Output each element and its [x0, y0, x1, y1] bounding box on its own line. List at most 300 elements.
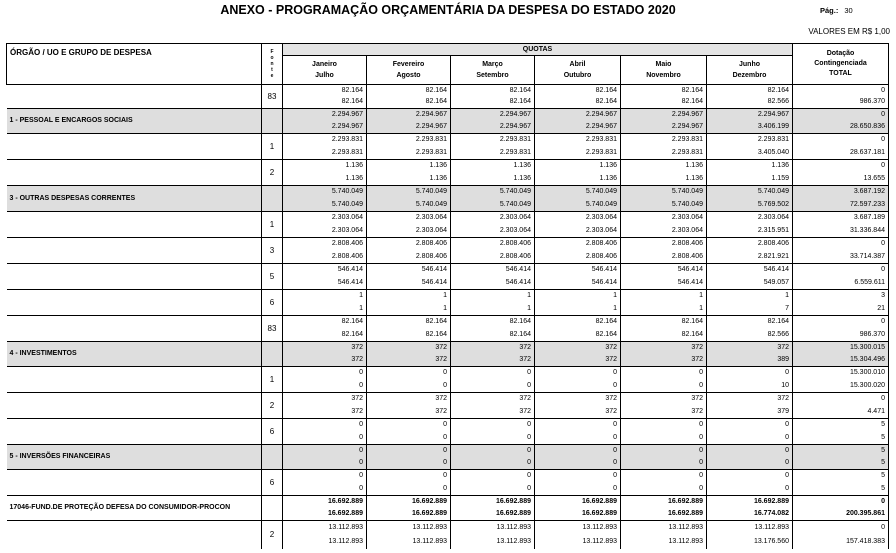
value-cell: 0 [535, 457, 621, 470]
value-cell: 389 [707, 354, 793, 367]
budget-table [6, 43, 889, 549]
page-number: 30 [844, 6, 853, 15]
table-row [7, 393, 889, 406]
value-cell: 1 [535, 290, 621, 303]
value-cell: 82.164 [451, 316, 535, 329]
value-cell: 0 [283, 419, 367, 432]
value-cell: 372 [535, 354, 621, 367]
value-cell: 0 [283, 367, 367, 380]
value-cell: 2.808.406 [367, 251, 451, 264]
value-cell: 82.164 [707, 316, 793, 329]
fonte-cell: 5 [262, 264, 283, 290]
value-cell: 372 [621, 342, 707, 354]
value-cell: 13.112.893 [367, 535, 451, 549]
value-cell: 2.294.967 [535, 109, 621, 121]
value-cell: 0 [707, 367, 793, 380]
fonte-cell: 1 [262, 134, 283, 160]
value-cell: 0 [621, 470, 707, 483]
value-cell: 82.164 [367, 85, 451, 97]
total-cell: 33.714.387 [793, 251, 889, 264]
total-cell: 5 [793, 445, 889, 457]
value-cell: 16.692.889 [283, 496, 367, 508]
total-cell: 4.471 [793, 406, 889, 419]
table-row [7, 445, 889, 457]
value-cell: 1.136 [451, 173, 535, 186]
value-cell: 2.303.064 [367, 212, 451, 225]
row-label: 5 - INVERSÕES FINANCEIRAS [7, 445, 262, 470]
fonte-cell: 6 [262, 290, 283, 316]
row-label [7, 470, 262, 496]
value-cell: 82.164 [283, 329, 367, 342]
value-cell: 546.414 [535, 264, 621, 277]
value-cell: 1 [367, 290, 451, 303]
value-cell: 16.692.889 [451, 508, 535, 521]
value-cell: 2.294.967 [283, 109, 367, 121]
value-cell: 2.303.064 [621, 212, 707, 225]
table-row [7, 496, 889, 508]
value-cell: 13.112.893 [535, 521, 621, 535]
value-cell: 82.566 [707, 97, 793, 109]
table-row [7, 264, 889, 277]
row-label [7, 290, 262, 316]
value-cell: 2.294.967 [707, 109, 793, 121]
total-cell: 0 [793, 393, 889, 406]
value-cell: 5.740.049 [621, 186, 707, 199]
value-cell: 2.294.967 [283, 121, 367, 134]
value-cell: 82.164 [621, 316, 707, 329]
total-cell: 15.300.010 [793, 367, 889, 380]
row-label: 4 - INVESTIMENTOS [7, 342, 262, 367]
value-cell: 13.176.560 [707, 535, 793, 549]
month-top-label: Janeiro [312, 61, 337, 68]
value-cell: 1.136 [367, 160, 451, 173]
month-bottom-label: Agosto [396, 72, 421, 79]
value-cell: 13.112.893 [621, 521, 707, 535]
value-cell: 5.740.049 [621, 199, 707, 212]
month-header [535, 56, 621, 85]
value-cell: 13.112.893 [451, 535, 535, 549]
total-cell: 986.370 [793, 97, 889, 109]
value-cell: 82.164 [367, 316, 451, 329]
value-cell: 1 [621, 303, 707, 316]
table-row [7, 316, 889, 329]
total-label: TOTAL [829, 70, 852, 77]
month-header [283, 56, 367, 85]
total-cell: 986.370 [793, 329, 889, 342]
value-cell: 2.294.967 [535, 121, 621, 134]
total-cell: 5 [793, 457, 889, 470]
value-cell: 372 [451, 393, 535, 406]
value-cell: 372 [707, 342, 793, 354]
value-cell: 0 [367, 457, 451, 470]
value-cell: 82.164 [283, 97, 367, 109]
row-label [7, 160, 262, 186]
row-label [7, 521, 262, 549]
total-cell: 200.395.861 [793, 508, 889, 521]
value-cell: 546.414 [451, 277, 535, 290]
value-cell: 0 [535, 419, 621, 432]
table-row [7, 238, 889, 251]
value-cell: 0 [283, 380, 367, 393]
row-label: 1 - PESSOAL E ENCARGOS SOCIAIS [7, 109, 262, 134]
value-cell: 0 [707, 419, 793, 432]
value-cell: 2.303.064 [283, 212, 367, 225]
value-cell: 372 [283, 393, 367, 406]
value-cell: 2.294.967 [367, 121, 451, 134]
value-cell: 1 [283, 303, 367, 316]
row-label [7, 264, 262, 290]
total-cell: 0 [793, 316, 889, 329]
value-cell: 16.774.082 [707, 508, 793, 521]
value-cell: 1 [707, 290, 793, 303]
value-cell: 2.293.831 [283, 147, 367, 160]
total-cell: 0 [793, 521, 889, 535]
total-cell: 5 [793, 432, 889, 445]
value-cell: 2.808.406 [367, 238, 451, 251]
value-cell: 546.414 [283, 264, 367, 277]
value-cell: 82.164 [451, 97, 535, 109]
value-cell: 2.808.406 [451, 238, 535, 251]
value-cell: 0 [367, 380, 451, 393]
fonte-cell [262, 496, 283, 521]
table-row [7, 134, 889, 147]
fonte-cell: 2 [262, 521, 283, 549]
row-label [7, 238, 262, 264]
value-cell: 0 [621, 457, 707, 470]
value-cell: 2.293.831 [451, 147, 535, 160]
value-cell: 0 [707, 432, 793, 445]
value-cell: 372 [535, 393, 621, 406]
value-cell: 2.303.064 [621, 225, 707, 238]
header-orgao: ÓRGÃO / UO E GRUPO DE DESPESA [7, 44, 262, 85]
value-cell: 0 [283, 457, 367, 470]
value-cell: 82.164 [535, 97, 621, 109]
value-cell: 0 [707, 470, 793, 483]
value-cell: 0 [707, 445, 793, 457]
value-cell: 7 [707, 303, 793, 316]
value-cell: 2.303.064 [367, 225, 451, 238]
row-label [7, 134, 262, 160]
total-cell: 15.300.015 [793, 342, 889, 354]
value-cell: 546.414 [535, 277, 621, 290]
value-cell: 16.692.889 [621, 508, 707, 521]
dotacao-label: Dotação Contingenciada [814, 50, 867, 67]
total-cell: 15.300.020 [793, 380, 889, 393]
value-cell: 2.293.831 [621, 147, 707, 160]
total-cell: 31.336.844 [793, 225, 889, 238]
value-cell: 82.164 [451, 85, 535, 97]
value-cell: 1 [621, 290, 707, 303]
value-cell: 0 [367, 483, 451, 496]
month-bottom-label: Novembro [646, 72, 681, 79]
total-cell: 6.559.611 [793, 277, 889, 290]
value-cell: 0 [451, 419, 535, 432]
value-cell: 16.692.889 [451, 496, 535, 508]
value-cell: 0 [535, 432, 621, 445]
value-cell: 5.740.049 [283, 199, 367, 212]
table-row [7, 521, 889, 535]
row-label [7, 393, 262, 419]
value-cell: 13.112.893 [283, 535, 367, 549]
month-bottom-label: Setembro [476, 72, 509, 79]
table-row [7, 419, 889, 432]
value-cell: 372 [451, 354, 535, 367]
value-cell: 13.112.893 [707, 521, 793, 535]
fonte-cell: 83 [262, 85, 283, 109]
value-cell: 5.740.049 [451, 199, 535, 212]
value-cell: 372 [621, 406, 707, 419]
total-cell: 5 [793, 483, 889, 496]
value-cell: 13.112.893 [621, 535, 707, 549]
month-header [451, 56, 535, 85]
value-cell: 0 [451, 457, 535, 470]
month-top-label: Fevereiro [392, 61, 425, 68]
value-cell: 13.112.893 [451, 521, 535, 535]
value-cell: 2.808.406 [535, 238, 621, 251]
value-cell: 2.303.064 [283, 225, 367, 238]
month-top-label: Abril [569, 61, 586, 68]
value-cell: 0 [283, 445, 367, 457]
fonte-cell: 2 [262, 160, 283, 186]
value-cell: 0 [621, 483, 707, 496]
value-cell: 0 [535, 380, 621, 393]
value-cell: 546.414 [707, 264, 793, 277]
value-cell: 82.566 [707, 329, 793, 342]
value-cell: 0 [535, 367, 621, 380]
page-label: Pág.: [820, 6, 839, 15]
value-cell: 372 [535, 342, 621, 354]
value-cell: 3.405.040 [707, 147, 793, 160]
header-quotas: QUOTAS [283, 44, 793, 56]
value-cell: 1.136 [535, 160, 621, 173]
table-row [7, 290, 889, 303]
fonte-cell: 83 [262, 316, 283, 342]
value-cell: 16.692.889 [283, 508, 367, 521]
total-cell: 13.655 [793, 173, 889, 186]
value-cell: 0 [621, 445, 707, 457]
value-cell: 2.821.921 [707, 251, 793, 264]
month-top-label: Maio [655, 61, 672, 68]
value-cell: 546.414 [451, 264, 535, 277]
value-cell: 82.164 [707, 85, 793, 97]
value-cell: 0 [367, 419, 451, 432]
value-cell: 372 [283, 342, 367, 354]
value-cell: 0 [283, 470, 367, 483]
value-cell: 0 [621, 367, 707, 380]
month-bottom-label: Julho [315, 72, 334, 79]
value-cell: 372 [367, 406, 451, 419]
fonte-cell: 6 [262, 470, 283, 496]
value-cell: 82.164 [283, 85, 367, 97]
value-cell: 2.293.831 [621, 134, 707, 147]
value-cell: 372 [367, 354, 451, 367]
value-cell: 5.740.049 [367, 199, 451, 212]
value-cell: 2.294.967 [621, 121, 707, 134]
month-header [707, 56, 793, 85]
total-cell: 0 [793, 496, 889, 508]
value-cell: 82.164 [535, 316, 621, 329]
value-cell: 82.164 [283, 316, 367, 329]
total-cell: 3.687.192 [793, 186, 889, 199]
value-cell: 0 [535, 470, 621, 483]
row-label [7, 85, 262, 109]
value-cell: 0 [451, 483, 535, 496]
value-cell: 0 [451, 380, 535, 393]
value-cell: 82.164 [535, 85, 621, 97]
value-cell: 0 [451, 470, 535, 483]
value-cell: 82.164 [621, 97, 707, 109]
total-cell: 3 [793, 290, 889, 303]
fonte-cell: 6 [262, 419, 283, 445]
table-row [7, 470, 889, 483]
value-cell: 2.303.064 [451, 225, 535, 238]
value-cell: 2.303.064 [535, 212, 621, 225]
total-cell: 15.304.496 [793, 354, 889, 367]
value-cell: 5.740.049 [535, 186, 621, 199]
value-cell: 16.692.889 [367, 508, 451, 521]
value-cell: 5.740.049 [707, 186, 793, 199]
value-cell: 0 [451, 367, 535, 380]
total-cell: 5 [793, 419, 889, 432]
value-cell: 546.414 [283, 277, 367, 290]
value-cell: 2.293.831 [707, 134, 793, 147]
value-cell: 0 [451, 445, 535, 457]
row-label [7, 367, 262, 393]
value-cell: 546.414 [621, 277, 707, 290]
value-cell: 82.164 [535, 329, 621, 342]
value-cell: 372 [367, 342, 451, 354]
month-header [367, 56, 451, 85]
row-label [7, 419, 262, 445]
value-cell: 13.112.893 [535, 535, 621, 549]
value-cell: 82.164 [621, 85, 707, 97]
value-cell: 5.769.502 [707, 199, 793, 212]
value-cell: 16.692.889 [367, 496, 451, 508]
table-row [7, 367, 889, 380]
value-cell: 82.164 [621, 329, 707, 342]
total-cell: 72.597.233 [793, 199, 889, 212]
value-cell: 5.740.049 [367, 186, 451, 199]
value-cell: 372 [535, 406, 621, 419]
value-cell: 372 [283, 354, 367, 367]
value-cell: 1.136 [367, 173, 451, 186]
value-cell: 0 [621, 432, 707, 445]
total-cell: 0 [793, 238, 889, 251]
row-label: 3 - OUTRAS DESPESAS CORRENTES [7, 186, 262, 212]
value-cell: 1 [535, 303, 621, 316]
value-cell: 2.294.967 [451, 121, 535, 134]
value-cell: 16.692.889 [535, 496, 621, 508]
value-cell: 2.293.831 [367, 147, 451, 160]
fonte-cell: 1 [262, 212, 283, 238]
fonte-cell: 1 [262, 367, 283, 393]
value-cell: 1.136 [535, 173, 621, 186]
value-cell: 1.136 [621, 160, 707, 173]
value-cell: 1.136 [621, 173, 707, 186]
total-cell: 3.687.189 [793, 212, 889, 225]
value-cell: 1 [451, 303, 535, 316]
total-cell: 157.418.383 [793, 535, 889, 549]
value-cell: 16.692.889 [621, 496, 707, 508]
value-cell: 1.136 [707, 160, 793, 173]
value-cell: 2.293.831 [535, 134, 621, 147]
value-cell: 2.808.406 [621, 238, 707, 251]
value-cell: 372 [621, 354, 707, 367]
table-row [7, 160, 889, 173]
value-cell: 2.808.406 [283, 251, 367, 264]
value-cell: 0 [451, 432, 535, 445]
value-cell: 1 [451, 290, 535, 303]
value-cell: 0 [707, 457, 793, 470]
value-cell: 549.057 [707, 277, 793, 290]
page-indicator [820, 6, 853, 15]
total-cell: 0 [793, 85, 889, 97]
value-cell: 2.808.406 [283, 238, 367, 251]
total-cell: 0 [793, 109, 889, 121]
total-cell: 28.637.181 [793, 147, 889, 160]
total-cell: 0 [793, 264, 889, 277]
row-label [7, 212, 262, 238]
row-label: 17046-FUND.DE PROTEÇÃO DEFESA DO CONSUMIDOR-PROCON [7, 496, 262, 521]
total-cell: 28.650.836 [793, 121, 889, 134]
value-cell: 0 [707, 483, 793, 496]
month-top-label: Março [482, 61, 503, 68]
value-cell: 2.294.967 [451, 109, 535, 121]
value-cell: 2.808.406 [621, 251, 707, 264]
value-cell: 546.414 [621, 264, 707, 277]
value-cell: 0 [367, 445, 451, 457]
month-bottom-label: Dezembro [732, 72, 767, 79]
value-cell: 0 [283, 483, 367, 496]
fonte-cell [262, 342, 283, 367]
value-cell: 82.164 [367, 329, 451, 342]
value-cell: 13.112.893 [283, 521, 367, 535]
value-cell: 5.740.049 [283, 186, 367, 199]
value-cell: 2.293.831 [367, 134, 451, 147]
value-cell: 2.293.831 [451, 134, 535, 147]
value-cell: 546.414 [367, 264, 451, 277]
value-cell: 0 [535, 483, 621, 496]
table-row [7, 85, 889, 97]
value-cell: 2.315.951 [707, 225, 793, 238]
value-cell: 2.303.064 [707, 212, 793, 225]
month-header [621, 56, 707, 85]
table-row [7, 212, 889, 225]
total-cell: 0 [793, 160, 889, 173]
value-cell: 2.293.831 [283, 134, 367, 147]
value-cell: 0 [367, 470, 451, 483]
value-cell: 2.808.406 [707, 238, 793, 251]
table-row [7, 186, 889, 199]
value-cell: 0 [621, 419, 707, 432]
value-cell: 2.303.064 [535, 225, 621, 238]
fonte-cell: 3 [262, 238, 283, 264]
value-cell: 2.808.406 [451, 251, 535, 264]
page-title: ANEXO - PROGRAMAÇÃO ORÇAMENTÁRIA DA DESPESA DO ESTADO 2020 [220, 3, 676, 17]
header-fonte: F o n t e [262, 44, 283, 85]
value-cell: 372 [707, 393, 793, 406]
value-cell: 372 [367, 393, 451, 406]
value-cell: 13.112.893 [367, 521, 451, 535]
value-cell: 0 [367, 432, 451, 445]
value-cell: 372 [283, 406, 367, 419]
value-cell: 82.164 [367, 97, 451, 109]
header-dotacao [793, 44, 889, 85]
value-cell: 0 [283, 432, 367, 445]
value-cell: 372 [451, 342, 535, 354]
value-cell: 1.136 [451, 160, 535, 173]
row-label [7, 316, 262, 342]
